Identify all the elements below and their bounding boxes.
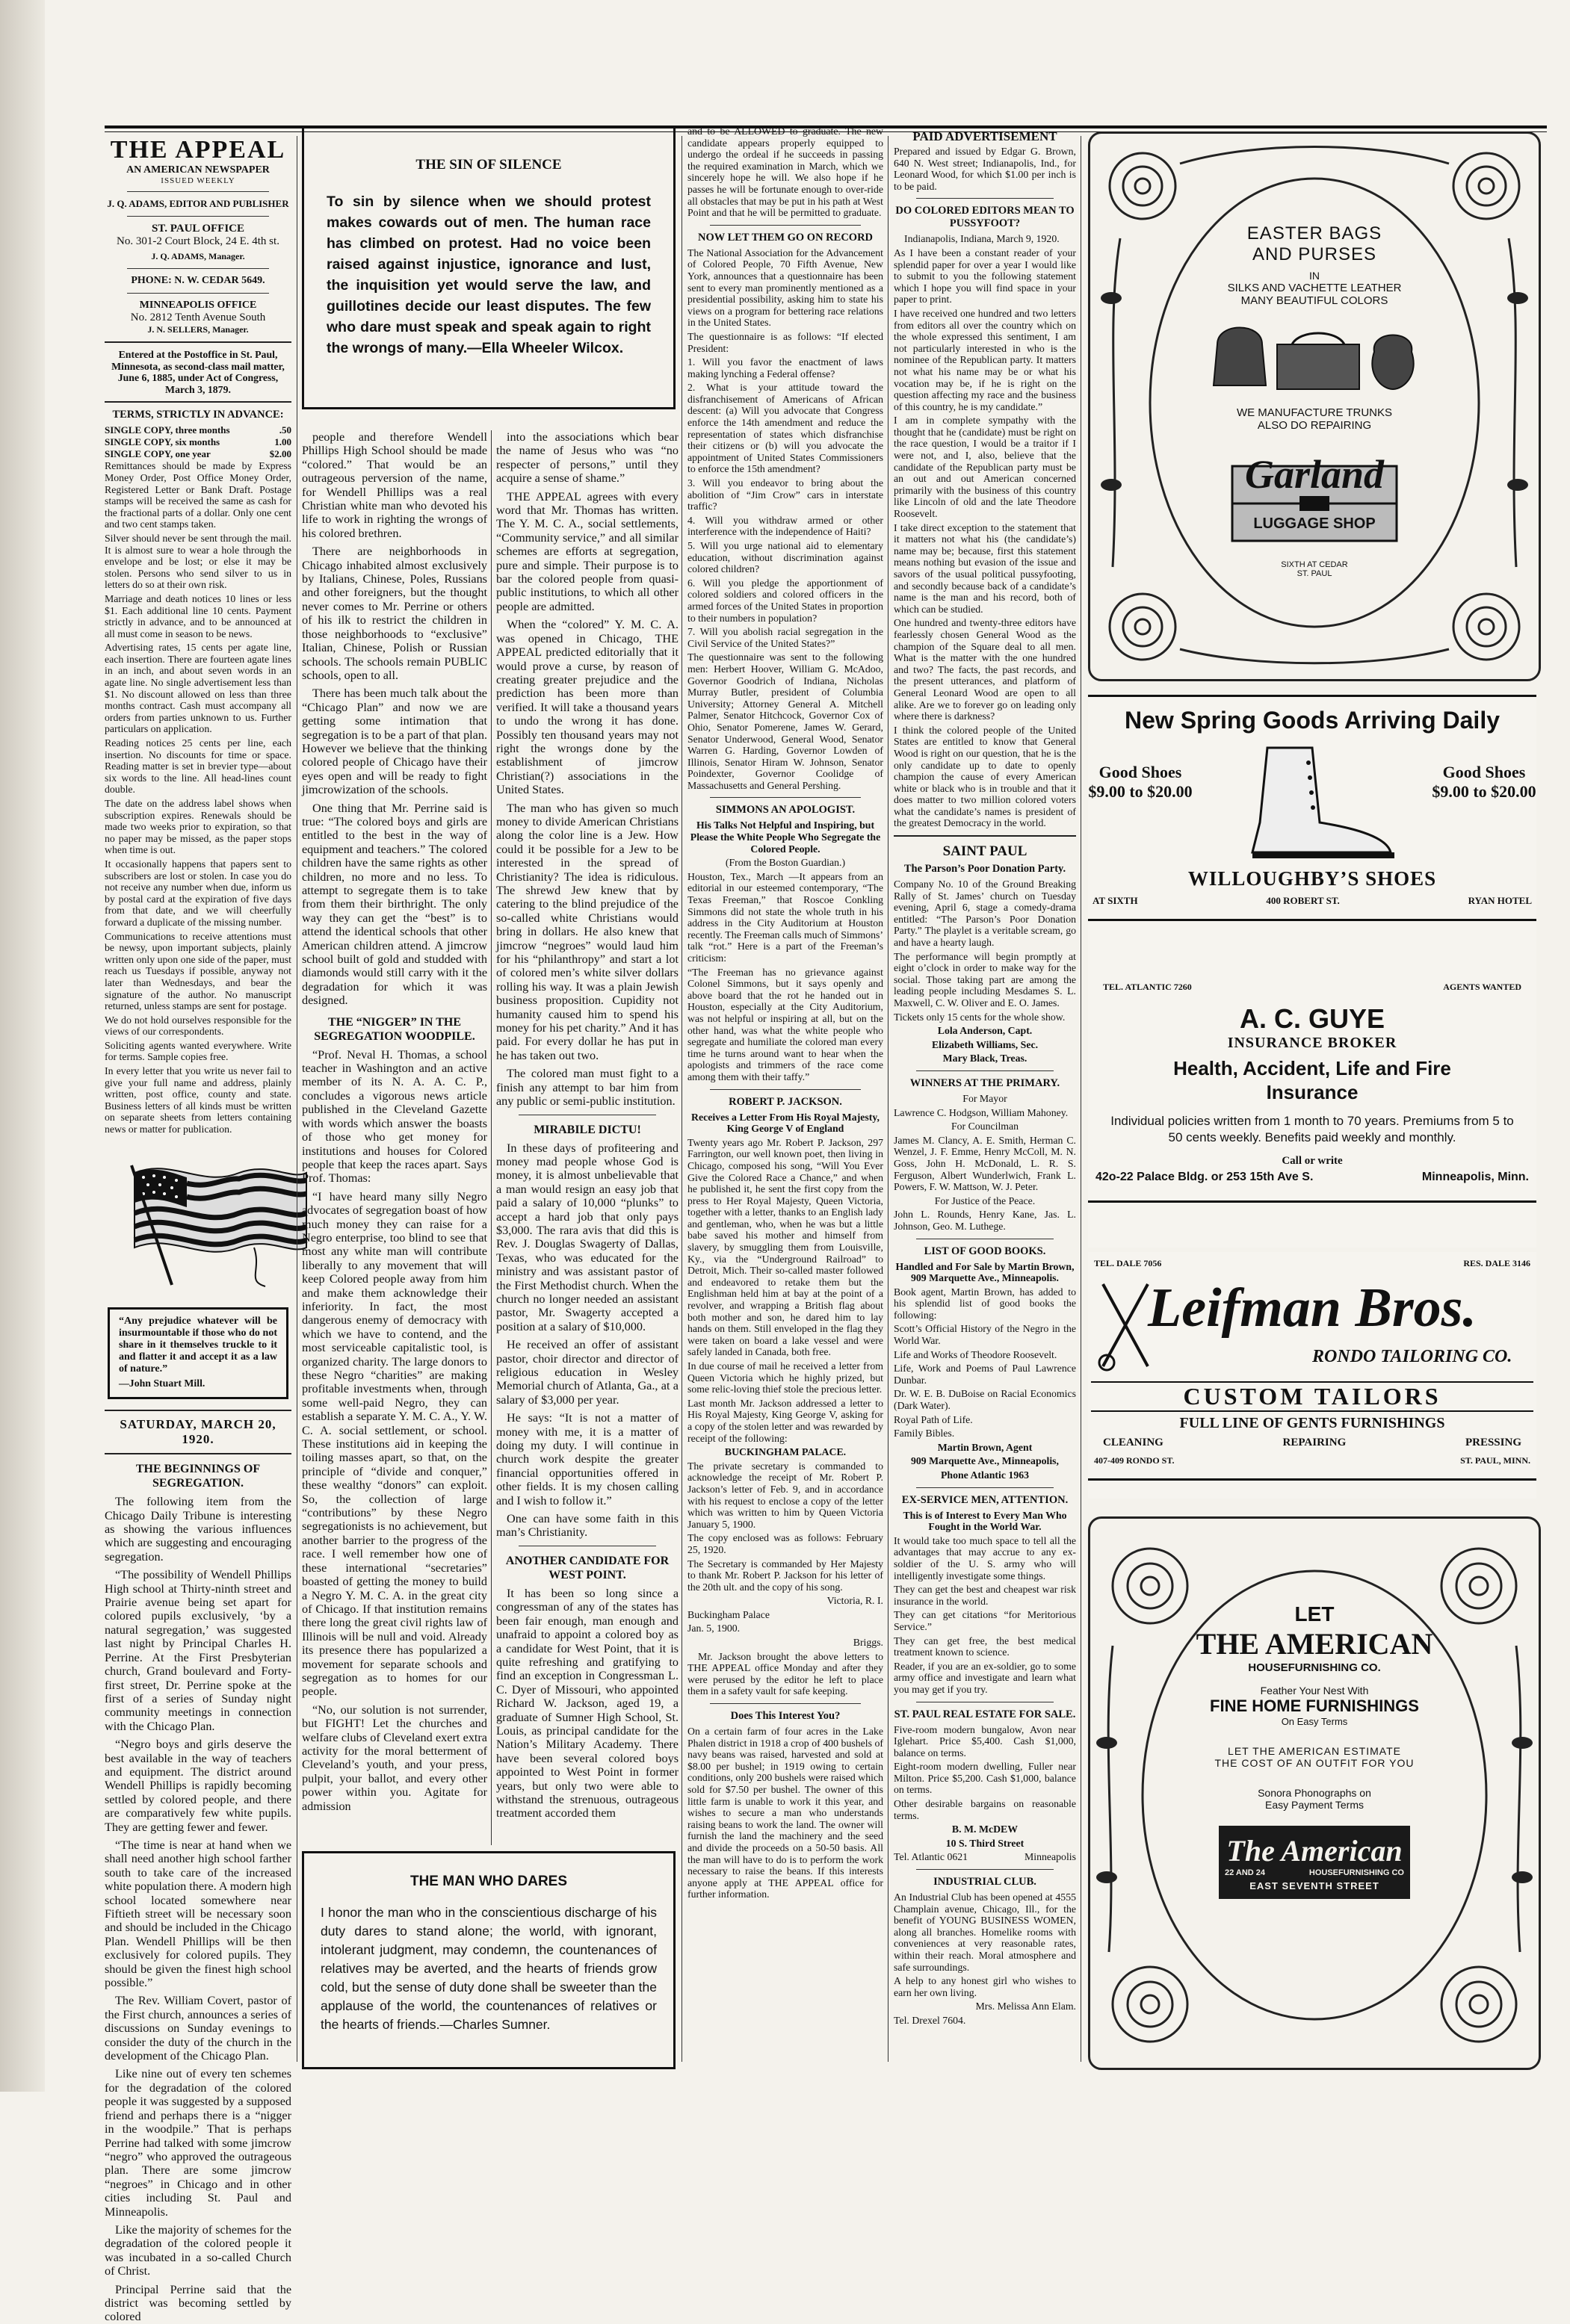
garland-trunk-logo	[1202, 444, 1427, 548]
book-item: Life, Work and Poems of Paul Lawrence Dunbar.	[894, 1363, 1076, 1386]
simmons-subheading: His Talks Not Helpful and Inspiring, but Please the White People Who Segregate the Colored People.	[690, 819, 881, 855]
terms-note: Advertising rates, 15 cents per agate line, each insertion. There are fourteen agate lines in an inch, and about seven words in an agate line. No single advertisement less than $1. No discount allowed on less than three months contract. Cash must accompany all orders from parties unknown to us. Further particulars on application.	[105, 642, 291, 735]
article-paragraph: The National Association for the Advancement of Colored People, 70 Fifth Avenue, New York, announces that a questionnaire has been sent to every man prominently mentioned as a presidential possibility, asking him to state his views on a program for bettering race relations in the United States.	[687, 247, 883, 329]
garland-ad	[1088, 131, 1541, 681]
rate-price: 1.00	[274, 436, 291, 448]
american-logo-num: 22 AND 24	[1225, 1868, 1266, 1877]
masthead-issued: ISSUED WEEKLY	[161, 176, 235, 185]
american-street: EAST SEVENTH STREET	[1249, 1880, 1379, 1891]
article-paragraph: Company No. 10 of the Ground Breaking Rally of St. James’ church on Tuesday evening, April 6, stage a comedy-drama entitled: “The Parson’s Poor Donation Party.” The playlet is a veritable scream, go and have a hearty laugh.	[894, 879, 1076, 949]
garland-addr2: ST. PAUL	[1297, 569, 1332, 578]
simmons-heading: SIMMONS AN APOLOGIST.	[715, 804, 856, 817]
article-paragraph: I take direct exception to the statement that it matters not what his (the candidate’s) name may be; because, first this statement means nothing but evasion of the issue and savors of the usual political pussyfooting, and secondly because back of a candidate’s name is the man and his record, both of which can be studied.	[894, 521, 1076, 615]
man-who-dares-text: I honor the man who in the conscientious discharge of his duty dares to stand alone; the world, with ignorant, intolerant judgment, may condemn, the countenances of relatives may be averted, and the hearts of friends grow cold, but the sense of duty done shall be sweeter than the applause of the world, the countenances of relatives or the hearts of friends.—Charles Sumner.	[321, 1905, 657, 2032]
guye-ad	[1088, 971, 1536, 1248]
willoughby-left	[1088, 763, 1193, 802]
realestate-heading: ST. PAUL REAL ESTATE FOR SALE.	[894, 1708, 1076, 1720]
book-item: Royal Path of Life.	[894, 1413, 973, 1425]
willoughby-name: WILLOUGHBY’S SHOES	[1187, 867, 1437, 890]
books-heading: LIST OF GOOD BOOKS.	[924, 1245, 1046, 1257]
american-terms: On Easy Terms	[1281, 1716, 1348, 1727]
agent-line: B. M. McDEW	[951, 1823, 1019, 1835]
article-paragraph: 5. Will you urge national aid to elementary education, without discrimination against colored children?	[687, 540, 883, 575]
mill-quote-box	[108, 1307, 288, 1400]
article-paragraph: and to be ALLOWED to graduate. The new candidate appears properly equipped to undergo the ordeal if he succeeds in passing the required examination in March, which we sincerely hope he will. We also hope if he passes he will be fortunate enough to over-ride all obstacles that may be put in his path at West Point and that he will be permitted to graduate.	[687, 126, 883, 219]
realestate-city: Minneapolis	[1024, 1851, 1076, 1863]
sin-of-silence-text: To sin by silence when we should protest makes cowards out of men. The human race has climbed on protest. Had no voice been raised against injustice, ignorance and lust, the inquisition yet would serve the law, and guillotines decide our least disputes. The few who dare must speak and speak again to right the wrongs of many.—Ella Wheeler Wilcox.	[327, 193, 651, 356]
garland-line6: WE MANUFACTURE TRUNKS	[1236, 406, 1393, 419]
masthead-subtitle: AN AMERICAN NEWSPAPER	[126, 164, 270, 176]
beginnings-heading: THE BEGINNINGS OF SEGREGATION.	[135, 1463, 261, 1490]
american-co: HOUSEFURNISHING CO.	[1248, 1661, 1381, 1674]
american-fine: FINE HOME FURNISHINGS	[1210, 1696, 1419, 1715]
article-paragraph: into the associations which bear the name of Jesus who was “no respecter of persons,” until they acquire a sense of shame.”	[496, 430, 679, 486]
article-paragraph: I am in complete sympathy with the thought that he (candidate) must be right on the race question, I would be a traitor if I were not, and I, also, believe that the candidate of the Republican party must be an out and out American concerned primarily with the business of this country like Lincoln of old and the late Theodore Roosevelt.	[894, 415, 1076, 520]
jackson-subheading: Receives a Letter From His Royal Majesty, King George V of England	[691, 1111, 880, 1135]
pussyfoot-dateline: Indianapolis, Indiana, March 9, 1920.	[904, 233, 1060, 245]
leifman-address	[1094, 1455, 1530, 1466]
listing-paragraph: Other desirable bargains on reasonable terms.	[894, 1798, 1076, 1821]
terms-note: Remittances should be made by Express Money Order, Post Office Money Order, Registered Letter or Bank Draft. Postage stamps will be received the same as cash for the fractional parts of a dollar. Only one cent and two cent stamps taken.	[105, 460, 291, 530]
garland-line7: ALSO DO REPAIRING	[1257, 419, 1372, 432]
man-who-dares-box	[302, 1851, 676, 2075]
parson-signatures	[894, 1025, 1076, 1065]
article-paragraph: On a certain farm of four acres in the Lake Phalen district in 1918 a crop of 400 bushels of navy beans was raised, harvested and sold at $8.00 per bushel; in 1919 owing to certain conditions, only 200 bushels were raised which sold for $7.50 per bushel. The owner of this little farm is unable to work it this year, and wishes to secure a man who understands raising beans to work the land. The owner will furnish the land the machinery and the seed and divide the proceeds on a 50-50 basis. All the man will have to do is to perform the work necessary to raise the beans. If this interests anyone apply at THE APPEAL office for further information.	[687, 1726, 883, 1900]
article-paragraph: “The possibility of Wendell Phillips High school at Thirty-ninth street and Prairie avenue being set apart for colored pupils exclusively, ‘by a natural segregation,’ was suggested last night by Principal Charles H. Perrine. At the First Presbyterian church, Grand boulevard and Forty-first street, Dr. Perrine spoke at the first of a series of Sunday night community meetings in connection with the Chicago Plan.	[105, 1568, 291, 1733]
article-paragraph: It would take too much space to tell all the advantages that may accrue to any ex-soldier of the U. S. army who will intelligently investigate some things.	[894, 1534, 1076, 1581]
mill-quote-author: —John Stuart Mill.	[119, 1377, 205, 1389]
garland-line3: IN	[1309, 270, 1320, 282]
guye-city: Minneapolis, Minn.	[1421, 1171, 1529, 1183]
article-paragraph: Like nine out of every ten schemes for the degradation of the colored people it was suggested by a supposed friend and perhaps there is a “nigger in the woodpile.” That is perhaps Perrine had talked with some jimcrow “negro” who approved the outrageous plan. There are some jimcrow “negroes” in Chicago and in other cities including St. Paul and Minneapolis.	[105, 2067, 291, 2219]
mpls-address: No. 2812 Tenth Avenue South	[130, 312, 266, 323]
scissors-icon	[1095, 1277, 1155, 1374]
article-paragraph: There are neighborhoods in Chicago inhabited almost exclusively by Italians, Chinese, Poles, Russians and other foreigners, but the thought never comes to Mr. Perrine or others of his ilk to restrict the children in those neighborhoods to “exclusive” Italian, Chinese, Polish or Russian schools. The schools remain PUBLIC schools, open to all.	[302, 545, 487, 682]
postal-entry: Entered at the Postoffice in St. Paul, Minnesota, as second-class mail matter, June 6, 1885, under Act of Congress, March 3, 1879.	[111, 349, 285, 395]
leifman-logo-text: Leifman Bros.	[1148, 1277, 1477, 1339]
terms-section	[105, 409, 291, 1135]
article-paragraph: “Negro boys and girls deserve the best available in the way of teachers and equipment. The district around Wendell Phillips is rapidly becoming settled by colored people, and there are comparatively few white pupils. They are getting fewer and fewer.	[105, 1738, 291, 1834]
agent-line: Martin Brown, Agent	[937, 1441, 1033, 1453]
pussyfoot-article	[894, 247, 1076, 829]
garland-logo-text: Garland	[1244, 452, 1385, 497]
simmons-article	[687, 871, 883, 1083]
book-item: Life and Works of Theodore Roosevelt.	[894, 1348, 1057, 1360]
article-paragraph: 7. Will you abolish racial segregation in the Civil Service of the United States?”	[687, 626, 883, 649]
books-intro: Book agent, Martin Brown, has added to his splendid list of good books the following:	[894, 1286, 1076, 1321]
willoughby-left-addr: AT SIXTH	[1092, 895, 1138, 906]
man-who-dares-heading: THE MAN WHO DARES	[410, 1874, 568, 1889]
segregation-woodpile-article	[302, 1048, 487, 1813]
pussyfoot-heading: DO COLORED EDITORS MEAN TO PUSSYFOOT?	[895, 205, 1075, 230]
article-paragraph: THE APPEAL agrees with every word that Mr. Thomas has written. The Y. M. C. A., social settlements, “Community service,” and all similar schemes are efforts at segregation, pure and simple. Their purpose is to bar the colored people from quasi-public institutions, to which all other people are admitted.	[496, 489, 679, 613]
saint-paul-heading: SAINT PAUL	[942, 843, 1027, 860]
boot-icon	[1223, 740, 1402, 867]
parson-article	[894, 879, 1076, 1023]
guye-policy: Individual policies written from 1 month to 70 years. Premiums from 5 to 50 cents weekly. Benefits paid weekly and monthly.	[1110, 1114, 1514, 1144]
article-paragraph: One hundred and twenty-three editors have fearlessly chosen General Wood as the champion of the Square deal to all men. What is the matter with the one hundred and two? The facts, the past records, and the present utterances, and platform of General Leonard Wood are open to all alike. Are we to forever go on leading only where there is darkness?	[894, 617, 1076, 722]
agent-line: Phone Atlantic 1963	[940, 1469, 1030, 1481]
terms-note: We do not hold ourselves responsible for the views of our correspondents.	[105, 1014, 291, 1038]
american-logo-row	[1225, 1868, 1404, 1877]
justice-label: For Justice of the Peace.	[934, 1194, 1036, 1206]
article-paragraph: 3. Will you endeavor to bring about the abolition of “Jim Crow” cars in interstate traffic?	[687, 477, 883, 512]
article-paragraph: They can get the best and cheapest war risk insurance in the world.	[894, 1584, 1076, 1607]
garland-line4: SILKS AND VACHETTE LEATHER	[1227, 282, 1402, 294]
terms-notes	[105, 460, 291, 1135]
issue-date: SATURDAY, MARCH 20, 1920.	[120, 1417, 276, 1447]
article-paragraph: The following item from the Chicago Daily Tribune is interesting as showing the various influences which are suggesting and encouraging segregation.	[105, 1495, 291, 1564]
guye-tel: TEL. ATLANTIC 7260	[1103, 982, 1192, 992]
article-paragraph: The questionnaire was sent to the following men: Herbert Hoover, William G. McAdoo, Governor Goodrich of Indiana, Nicholas Murray Butler, president of Columbia University; Attorney General A. Mitchell Palmer, Senator Hitchcock, Governor Cox of Ohio, Senator Pomerene, James W. Gerard, Senator Underwood, General Wood, Senator Warren G. Harding, Governor Lowden of Illinois, Senator Hiram W. Johnson, Senator Poindexter, Governor Coolidge of Massachusetts and General Pershing.	[687, 651, 883, 791]
club-heading: INDUSTRIAL CLUB.	[933, 1876, 1036, 1888]
american-logo-sub: HOUSEFURNISHING CO	[1308, 1868, 1404, 1877]
segregation-editorial	[302, 430, 487, 1008]
ymca-editorial	[496, 430, 679, 1109]
jackson-closing: Mr. Jackson brought the above letters to THE APPEAL office Monday and after they were perused by the editor he left to place them in a safety vault for safe keeping.	[687, 1650, 883, 1697]
paid-note: Prepared and issued by Edgar G. Brown, 640 N. West street; Indianapolis, Ind., for Leonard Wood, for which $1.00 per inch is to be paid.	[894, 146, 1076, 192]
article-paragraph: He says: “It is not a matter of money with me, it is a matter of doing my duty. I will continue in church work despite the greater financial opportunities offered in other fields. It is my chosen calling and I wish to follow it.”	[496, 1411, 679, 1507]
terms-note: It occasionally happens that papers sent to subscribers are lost or stolen. In case you do not receive any number when due, inform us by postal card at the expiration of five days from that date, and we will cheerfully forward a duplicate of the missing number.	[105, 858, 291, 928]
column-4	[687, 126, 883, 2062]
books-subheading: Handled and For Sale by Martin Brown, 909 Marquette Ave., Minneapolis.	[895, 1260, 1075, 1284]
agent-line: 10 S. Third Street	[945, 1837, 1024, 1849]
west-point-continued	[687, 126, 883, 219]
terms-note: In every letter that you write us never fail to give your full name and address, plainly written, post office, county and state. Business letters of all kinds must be written on separate sheets from letters containing news or matter for publication.	[105, 1065, 291, 1135]
briggs-signature: Briggs.	[853, 1637, 883, 1649]
exservice-heading: EX-SERVICE MEN, ATTENTION.	[901, 1493, 1069, 1506]
article-paragraph: The questionnaire is as follows: “If elected President:	[687, 330, 883, 354]
american-logo-text: The American	[1226, 1834, 1403, 1868]
article-paragraph: Principal Perrine said that the district was becoming settled by colored	[105, 2282, 291, 2324]
jackson-article	[687, 1137, 883, 1444]
willoughby-mid-addr: 400 ROBERT ST.	[1266, 895, 1340, 906]
american-ad	[1088, 1516, 1541, 2070]
leifman-top	[1094, 1258, 1530, 1269]
terms-note: Silver should never be sent through the mail. It is almost sure to wear a hole through the envelope and be lost; or else it may be stolen. Persons who send silver to us in letters do so at their own risk.	[105, 532, 291, 591]
candidate-article	[496, 1587, 679, 1821]
council-candidates: James M. Clancy, A. E. Smith, Herman C. Wenzel, J. F. Emme, Henry McColl, M. N. Goss, John H. McDonald, L. R. S. Ferguson, Albert Wunderlwich, Frank L. Powers, F. W. Mattson, W. J. Peter.	[894, 1134, 1076, 1193]
signature-line: Mary Black, Treas.	[942, 1053, 1027, 1065]
guye-top	[1103, 982, 1521, 993]
candidate-heading: ANOTHER CANDIDATE FOR WEST POINT.	[505, 1554, 670, 1581]
letter-paragraph: The private secretary is commanded to acknowledge the receipt of Mr. Robert P. Jackson’s letter of Feb. 9, and in accordance with his request to enclose a copy of the letter which was written to him by Queen Victoria January 5, 1900.	[687, 1460, 883, 1530]
realestate-agent	[894, 1823, 1076, 1849]
leifman-svc2: REPAIRING	[1282, 1437, 1347, 1448]
sin-of-silence-heading: THE SIN OF SILENCE	[415, 157, 562, 173]
guye-call: Call or write	[1282, 1155, 1343, 1167]
nigger-heading: THE “NIGGER” IN THE SEGREGATION WOODPILE.	[314, 1015, 475, 1043]
article-paragraph: Houston, Tex., March —It appears from an editorial in our esteemed contemporary, “The Texas Freeman,” that Roscoe Conkling Simmons did not state the whole truth in his address in the City Auditorium at Houston recently. The Freeman calls much of Simmons’ talk “rot.” Here is a part of the Freeman’s criticism:	[687, 870, 883, 964]
garland-shop-text: LUGGAGE SHOP	[1253, 515, 1376, 532]
letter-paragraph: The copy enclosed was as follows: February 25, 1920.	[687, 1532, 883, 1555]
willoughby-right-addr: RYAN HOTEL	[1468, 895, 1532, 906]
interest-heading: Does This Interest You?	[730, 1710, 841, 1723]
victoria-signature: Victoria, R. I.	[826, 1595, 883, 1607]
realestate-contact	[894, 1851, 1076, 1863]
column-5	[894, 126, 1076, 2062]
listing-paragraph: Eight-room modern dwelling, Fuller near Milton. Price $5,200. Cash $1,000, balance on terms.	[894, 1761, 1076, 1796]
signature-line: Elizabeth Williams, Sec.	[931, 1038, 1039, 1050]
listing-paragraph: Five-room modern bungalow, Avon near Iglehart. Price $5,400. Cash $1,000, balance on terms.	[894, 1723, 1076, 1759]
article-paragraph: They can get citations “for Meritorious Service.”	[894, 1609, 1076, 1632]
leifman-svc3: PRESSING	[1465, 1437, 1521, 1448]
rates-list	[105, 424, 291, 460]
garland-line5: MANY BEAUTIFUL COLORS	[1240, 294, 1388, 307]
st-paul-manager: J. Q. ADAMS, Manager.	[151, 251, 245, 261]
masthead	[105, 136, 291, 403]
mirabile-article	[496, 1141, 679, 1540]
leifman-sub: RONDO TAILORING CO.	[1312, 1347, 1512, 1366]
mpls-office-label: MINNEAPOLIS OFFICE	[139, 300, 257, 311]
column-2	[302, 430, 487, 1845]
guye-address	[1095, 1171, 1529, 1184]
article-paragraph: There has been much talk about the “Chicago Plan” and now we are getting some intimation that segregation is to be a part of that plan. However we believe that the thinking colored people of Chicago have their eyes open and will be ready to fight jimcrowization of the schools.	[302, 687, 487, 797]
article-paragraph: One can have some faith in this man’s Christianity.	[496, 1512, 679, 1540]
flag-icon	[105, 1150, 329, 1292]
leifman-tel: TEL. DALE 7056	[1094, 1258, 1162, 1268]
paid-heading: PAID ADVERTISEMENT	[912, 129, 1057, 143]
american-sonora1: Sonora Phonographs on	[1258, 1787, 1371, 1799]
article-paragraph: I think the colored people of the United States are entitled to know that General Wood is right on our question, that he is the only candidate up to date to openly champion the cause of every American white or black who is in trouble and that it does matter to two million colored voters what the candidate’s names is president of the greatest Democracy in the world.	[894, 724, 1076, 829]
exservice-subheading: This is of Interest to Every Man Who Fought in the World War.	[903, 1509, 1067, 1533]
masthead-phone: PHONE: N. W. CEDAR 5649.	[131, 275, 265, 286]
garland-addr1: SIXTH AT CEDAR	[1281, 560, 1348, 569]
article-paragraph: It has been so long since a congressman of any of the states has been fair enough, man enough and unafraid to appoint a colored boy as a candidate for West Point, that it is quite refreshing and gratifying to find an exception in Congressman L. C. Dyer of Missouri, who appointed Richard W. Jackson, aged 19, a graduate of Sumner High School, St. Louis, as principal candidate for the Nation’s Military Academy. There have been several colored boys appointed to West Point in former years, but only two were able to withstand the strenuous, outrageous treatment accorded them	[496, 1586, 679, 1821]
article-paragraph: 1. Will you favor the enactment of laws making lynching a Federal offense?	[687, 356, 883, 379]
mayor-label: For Mayor	[962, 1092, 1007, 1104]
terms-note: Reading notices 25 cents per line, each insertion. No discounts for time or space. Reading matter is set in brevier type—about six words to the line. All head-lines count double.	[105, 737, 291, 796]
willoughby-address	[1092, 895, 1532, 907]
realestate-tel: Tel. Atlantic 0621	[894, 1851, 968, 1863]
terms-note: Marriage and death notices 10 lines or less $1. Each additional line 10 cents. Payment strictly in advance, and to be announced at all must come in season to be news.	[105, 592, 291, 639]
victoria-date: Jan. 5, 1900.	[687, 1623, 741, 1634]
scan-edge	[0, 0, 45, 2092]
leifman-services	[1103, 1437, 1521, 1449]
justice-candidates: John L. Rounds, Henry Kane, Jas. L. Johnson, Geo. M. Luthege.	[894, 1209, 1076, 1232]
american-feather: Feather Your Nest With	[1260, 1685, 1369, 1696]
article-paragraph: The performance will begin promptly at eight o’clock in order to make way for the social. Those taking part are among the leading people including Mesdames S. L. Maxwell, C. W. Oliver and E. O. James.	[894, 950, 1076, 1008]
victoria-place: Buckingham Palace	[687, 1608, 770, 1620]
article-paragraph: Last month Mr. Jackson addressed a letter to His Royal Majesty, King George V, asking for a copy of the stolen letter and was rewarded by receipt of the following:	[687, 1397, 883, 1444]
article-paragraph: people and therefore Wendell Phillips High School should be made “colored.” That would be an outrageous perversion of the name, for Wendell Phillips was a real Christian white man who devoted his life to work in righting the wrongs of his colored brethren.	[302, 430, 487, 540]
guye-addr: 42o-22 Palace Bldg. or 253 15th Ave S.	[1095, 1171, 1314, 1183]
winners-heading: WINNERS AT THE PRIMARY.	[909, 1076, 1060, 1089]
column-3	[496, 430, 679, 1845]
record-heading: NOW LET THEM GO ON RECORD	[697, 231, 874, 244]
club-article	[894, 1891, 1076, 1998]
article-paragraph: “No, our solution is not surrender, but FIGHT! Let the churches and welfare clubs of Cleveland exert extra activity for the moral betterment of Cleveland’s youth, and your press, pulpit, your ballot, and every other power within you. Agitate for admission	[302, 1702, 487, 1813]
terms-heading: TERMS, STRICTLY IN ADVANCE:	[112, 409, 284, 421]
masthead-editor: J. Q. ADAMS, EDITOR AND PUBLISHER	[107, 198, 289, 209]
terms-note: The date on the address label shows when subscription expires. Renewals should be made two weeks prior to expiration, so that no paper may be missed, as the paper stops when time is out.	[105, 798, 291, 856]
mayor-candidates: Lawrence C. Hodgson, William Mahoney.	[894, 1106, 1069, 1118]
garland-line1: EASTER BAGS	[1246, 223, 1382, 244]
article-paragraph: 4. Will you withdraw armed or other interference with the independence of Haiti?	[687, 514, 883, 538]
terms-note: Soliciting agents wanted everywhere. Write for terms. Sample copies free.	[105, 1039, 291, 1063]
interest-article	[687, 1726, 883, 1900]
willoughby-offers	[1088, 740, 1536, 867]
leifman-custom: CUSTOM TAILORS	[1091, 1381, 1533, 1412]
guye-name: A. C. GUYE	[1239, 1003, 1385, 1034]
rate-row	[105, 436, 291, 448]
willoughby-left-item: Good Shoes	[1098, 763, 1182, 781]
article-paragraph: As I have been a constant reader of your splendid paper for over a year I would like to submit to you the following statement which I hope you will find space in your paper to print.	[894, 247, 1076, 306]
letter-paragraph: The Secretary is commanded by Her Majesty to thank Mr. Robert P. Jackson for his letter of the 20th ult. and the copy of his song.	[687, 1558, 883, 1593]
article-paragraph: Tickets only 15 cents for the whole show.	[894, 1011, 1066, 1023]
masthead-title: THE APPEAL	[110, 136, 286, 164]
article-paragraph: He received an offer of assistant pastor, choir director and director of religious education in Wesley Memorial church of Atlanta, Ga., at a salary of $3,000 per year.	[496, 1338, 679, 1407]
article-paragraph: “Prof. Neval H. Thomas, a school teacher in Washington and an active member of its N. A. A. C. P., concludes a vigorous news article published in the Cleveland Gazette with words which answer the boasts of those who get money for institutions and houses for Colored people that keep the races apart. Says Prof. Thomas:	[302, 1047, 487, 1186]
american-estimate2: THE COST OF AN OUTFIT FOR YOU	[1214, 1757, 1415, 1769]
mirabile-heading: MIRABILE DICTU!	[534, 1123, 641, 1136]
books-list	[894, 1323, 1076, 1439]
article-paragraph: The man who has given so much money to divide American Christians along the color line is a Jew. How could it be possible for a Jew to be interested in the spread of Christianity? The idea is ridiculous. The shrewd Jew knew that by catering to the blind prejudice of the so-called white Christians would bring in dollars. He also knew that jimcrow “negroes” would laud him for his “philanthropy” and start a lot of colored men’s white silver dollars rolling his way. It was a plain Jewish business proposition. Cupidity not humanity caused him to spend his money for his pet charity.” And it has paid. For every dollar he has put in he has taken out two.	[496, 801, 679, 1062]
willoughby-right-price: $9.00 to $20.00	[1432, 782, 1536, 801]
article-paragraph: 6. Will you pledge the apportionment of colored soldiers and colored officers in the armed forces of the United States in proportion to their numbers in population?	[687, 577, 883, 624]
leifman-ad	[1088, 1252, 1536, 1499]
sin-of-silence-box	[302, 121, 676, 409]
parson-heading: The Parson’s Poor Donation Party.	[903, 863, 1066, 876]
article-paragraph: When the “colored” Y. M. C. A. was opened in Chicago, THE APPEAL predicted editorially that it would prove a curse, by reason of creating greater prejudice and the prediction has been more than verified. It will take a thousand years to undo the wrong it has done. Possibly ten thousand years may not right the wrongs done by the establishment of jimcrow Christian(?) associations in the United States.	[496, 618, 679, 797]
rate-row	[105, 424, 291, 436]
book-item: Dr. W. E. B. DuBoise on Racial Economics (Dark Water).	[894, 1388, 1076, 1412]
mpls-manager: J. N. SELLERS, Manager.	[147, 324, 249, 335]
article-paragraph: They can get free, the best medical treatment known to science.	[894, 1634, 1076, 1658]
palace-heading: BUCKINGHAM PALACE.	[724, 1446, 847, 1458]
agent-line: 909 Marquette Ave., Minneapolis,	[911, 1455, 1059, 1467]
article-paragraph: 2. What is your attitude toward the disfranchisement of Americans of African descent: (a) Will you advocate that Congress enforce the 14th amendment and reduce the representation of states which disfranchise their citizens or (b) will you advocate the appointment of United States Commissioners to enforce the 15th amendment?	[687, 382, 883, 475]
book-item: Family Bibles.	[894, 1428, 955, 1440]
st-paul-office-label: ST. PAUL OFFICE	[151, 223, 245, 235]
garland-line2: AND PURSES	[1252, 244, 1377, 264]
article-paragraph: One thing that Mr. Perrine said is true: “The colored boys and girls are entitled to the best in the way of equipment and teachers.” The colored children have the same rights as other children, no more and no less. To attempt to segregate them is to take from them their birthright. The only way they can get the “best” is to attend the identical schools that other American children attend. A jimcrow school built of gold and studded with diamonds would still carry with it the degradation for which it was designed.	[302, 801, 487, 1008]
american-sonora2: Easy Payment Terms	[1264, 1799, 1364, 1811]
willoughby-left-price: $9.00 to $20.00	[1088, 782, 1193, 801]
article-paragraph: I have received one hundred and two letters from editors all over the country which on the whole expressed this sentiment, I am not particularly interested in who is the nominee of the Republican party. It matters not what his name may be or what his vocation may be, if he is right on the question affecting my race and the business of this country, he is my candidate.”	[894, 307, 1076, 412]
article-paragraph: “The time is near at hand when we shall need another high school farther south to take care of the increased white population there. A modern high school located somewhere near Fiftieth street will be necessary soon and should be included in the Chicago Plan. Wendell Phillips will be then exclusively for colored pupils. They should be given the finest high school possible.”	[105, 1838, 291, 1990]
realestate-listings	[894, 1724, 1076, 1822]
rate-label: SINGLE COPY, one year	[105, 448, 211, 460]
article-paragraph: Like the majority of schemes for the degradation of the colored people it was incubated in a so-called Church of Christ.	[105, 2222, 291, 2278]
article-paragraph: Twenty years ago Mr. Robert P. Jackson, 297 Farrington, our well known poet, then living in Chicago, composed his song, “Will You Ever Give the Colored Race a Chance,” and when he published it, he sent the first copy from the press to Her Royal Majesty, Queen Victoria, together with a letter, thanks to an English lady and gentleman, who, when he was but a little babe saved his mother and himself from slavery, by smuggling them from Louisville, Ky., via the “Underground Railroad” to Detroit, Mich. Their so-called master followed and endeavored to retake them but the Englishman held him at bay at the point of a revolver, and wrapping a British flag about both mother and son, he dared him to lay hands on them. Still enveloped in the flag they were taken on board a lake vessel and were safely landed in Canada, both free.	[687, 1136, 883, 1358]
article-paragraph: In due course of mail he received a letter from Queen Victoria which he highly prized, but some relic-loving thief stole the precious letter.	[687, 1360, 883, 1395]
leifman-line: FULL LINE OF GENTS FURNISHINGS	[1179, 1415, 1445, 1431]
article-paragraph: The colored man must fight to a finish any attempt to bar him from any public or semi-public institution.	[496, 1067, 679, 1109]
leifman-addr: 407-409 RONDO ST.	[1094, 1455, 1175, 1466]
american-let: LET	[1294, 1602, 1335, 1626]
garland-copy	[1172, 223, 1456, 578]
leifman-city: ST. PAUL, MINN.	[1460, 1455, 1530, 1466]
books-agent	[894, 1442, 1076, 1481]
american-logo-block	[1219, 1826, 1410, 1899]
club-tel: Tel. Drexel 7604.	[894, 2014, 966, 2026]
article-paragraph: The Rev. William Covert, pastor of the First church, announces a series of discussions on Sunday evenings to consider the duty of the church in the development of the Chicago Plan.	[105, 1994, 291, 2063]
american-copy	[1165, 1602, 1464, 1899]
column-rule	[491, 430, 492, 1845]
mill-quote-text: “Any prejudice whatever will be insurmountable if those who do not share in it themselves truckle to it and flatter it and accept it as a law of nature.”	[119, 1315, 277, 1375]
column-1	[105, 136, 291, 2324]
article-paragraph: A help to any honest girl who wishes to earn her own living.	[894, 1975, 1076, 1998]
council-label: For Councilman	[951, 1121, 1019, 1132]
rate-row	[105, 448, 291, 460]
article-paragraph: “The Freeman has no grievance against Colonel Simmons, but it says openly and above board that the rot he handed out in Houston, especially at the City Auditorium, was not helpful or inspiring at all, but on the other hand, was what the white people who segregate and humiliate the colored man every time he turns around want to hear when the apologists and trimmers of the race come among them with their taffy.”	[687, 966, 883, 1082]
article-paragraph: “I have heard many silly Negro advocates of segregation boast of how much money they can raise for a Negro enterprise, too blind to see that most any white man will contribute liberally to any movement that will keep Colored people away from him and make them acknowledge their inferiority. In fact, the most dangerous enemy of democracy with which we have to contend, and the most serviceable capitalistic tool, is organized charity. The large donors to these Negro “charities” are making profitable investments when, through some well-paid Negro, they can establish a separate Y. M. C. A., Y. W. C. A. social settlement, or school. These institutions aid in keeping the toiling masses apart, so that, on the principle of “divide and conquer,” these wealthy “donors” can exploit. So, the collection of large “contributions” by these Negro segregationists is no achievement, but another barrier to the progress of the race. I well remember how one of these international “secretaries” boasted of getting the money to build a Negro Y. M. C. A. in the great city of Chicago. If that institution remains there long the great civil rights law of Illinois will be null and void. Already its presence there has popularized a movement for separate schools and segregation as to homes for our people.	[302, 1189, 487, 1699]
handbags-icon	[1202, 314, 1427, 397]
rate-price: .50	[279, 424, 291, 436]
willoughby-right	[1432, 763, 1536, 802]
rate-price: $2.00	[269, 448, 291, 460]
book-item: Scott’s Official History of the Negro in the World War.	[894, 1323, 1076, 1347]
club-signature: Mrs. Melissa Ann Elam.	[975, 2001, 1076, 2012]
guye-agents: AGENTS WANTED	[1443, 982, 1521, 992]
article-paragraph: Reader, if you are an ex-soldier, go to some army office and investigate and learn what you may get if you try.	[894, 1660, 1076, 1695]
leifman-svc1: CLEANING	[1103, 1437, 1163, 1448]
leifman-logo	[1088, 1269, 1536, 1381]
st-paul-address: No. 301-2 Court Block, 24 E. 4th st.	[117, 235, 279, 247]
guye-role: INSURANCE BROKER	[1227, 1035, 1397, 1051]
record-article	[687, 247, 883, 792]
american-name: THE AMERICAN	[1196, 1627, 1433, 1661]
willoughby-right-item: Good Shoes	[1442, 763, 1526, 781]
palace-letter	[687, 1460, 883, 1593]
jackson-heading: ROBERT P. JACKSON.	[729, 1095, 842, 1108]
article-paragraph: An Industrial Club has been opened at 4555 Champlain avenue, Chicago, Ill., for the benefit of YOUNG BUSINESS WOMEN, along all branches. Homelike rooms with conveniences at very reasonable rates, within their reach. Moral atmosphere and safe surroundings.	[894, 1891, 1076, 1973]
simmons-source: (From the Boston Guardian.)	[725, 857, 846, 869]
terms-note: Communications to receive attentions must be newsy, upon important subjects, plainly written only upon one side of the paper, must reach us Tuesdays if possible, anyway not later than Wednesdays, and bear the signature of the author. No manuscript returned, unless stamps are sent for postage.	[105, 930, 291, 1012]
beginnings-article	[105, 1495, 291, 2324]
willoughby-ad	[1088, 695, 1536, 971]
us-flag-illustration	[105, 1150, 329, 1292]
article-paragraph: In these days of profiteering and money mad people whose God is money, it is almost unbelievable that a man would resign an easy job that paid a salary of 10,000 “plunks” to accept a hard job that only pays $3,000. The rara avis that did this is Rev. J. Douglas Swagerty of Dallas, Texas, who was educated for the ministry and was assistant pastor of the First Methodist church. When the church no longer needed an assistant pastor, Mr. Swagerty accepted a position at a salary of $10,000.	[496, 1141, 679, 1333]
guye-lines: Health, Accident, Life and Fire Insurance	[1173, 1057, 1451, 1103]
rate-label: SINGLE COPY, three months	[105, 424, 230, 436]
willoughby-headline: New Spring Goods Arriving Daily	[1125, 707, 1500, 734]
signature-line: Lola Anderson, Capt.	[937, 1025, 1033, 1037]
rate-label: SINGLE COPY, six months	[105, 436, 220, 448]
leifman-res: RES. DALE 3146	[1463, 1258, 1530, 1268]
exservice-article	[894, 1535, 1076, 1696]
american-estimate1: LET THE AMERICAN ESTIMATE	[1228, 1745, 1401, 1757]
